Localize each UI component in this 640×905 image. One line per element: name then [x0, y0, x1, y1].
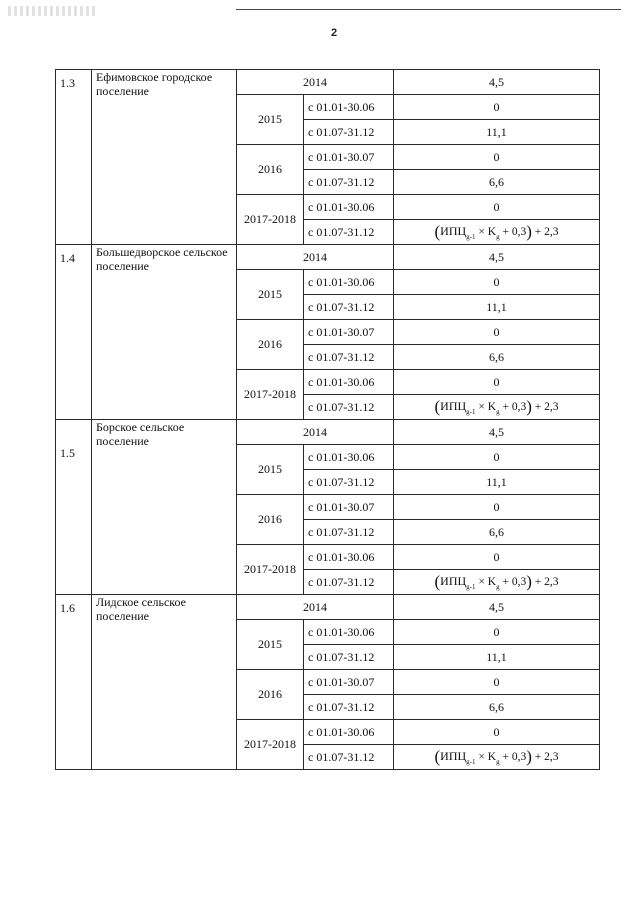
formula-ipc-sub: g-1 [466, 583, 476, 591]
settlement-name: Борское сельское поселение [92, 420, 237, 595]
value-cell: 0 [394, 370, 600, 395]
year-cell: 2014 [237, 595, 394, 620]
year-cell: 2015 [237, 620, 304, 670]
formula-k-sub: g [496, 583, 500, 591]
formula-close: ) [526, 747, 532, 766]
table-row [56, 70, 600, 95]
period-cell: с 01.01-30.06 [304, 195, 394, 220]
table-row [56, 420, 600, 445]
formula-close: ) [526, 397, 532, 416]
period-cell: с 01.07-31.12 [304, 570, 394, 595]
formula-ipc: ИПЦ [440, 749, 467, 763]
settlement-name: Ефимовское городское поселение [92, 70, 237, 245]
year-cell: 2014 [237, 245, 394, 270]
formula-open: ( [434, 222, 441, 241]
formula-times: × [478, 751, 485, 763]
value-cell: 6,6 [394, 170, 600, 195]
header-rule [236, 9, 621, 10]
period-cell: с 01.01-30.06 [304, 95, 394, 120]
table-row [56, 245, 600, 270]
value-cell: 0 [394, 620, 600, 645]
formula-times: × [478, 226, 485, 238]
section-number: 1.6 [56, 595, 92, 770]
year-cell: 2014 [237, 420, 394, 445]
period-cell: с 01.01-30.07 [304, 495, 394, 520]
period-cell: с 01.01-30.07 [304, 670, 394, 695]
period-cell: с 01.07-31.12 [304, 745, 394, 770]
period-cell: с 01.07-31.12 [304, 345, 394, 370]
formula-cell [394, 745, 600, 770]
year-cell: 2017-2018 [237, 545, 304, 595]
period-cell: с 01.01-30.06 [304, 370, 394, 395]
formula-tail: + 2,3 [534, 751, 559, 763]
section-number: 1.3 [56, 70, 92, 245]
formula-k-sub: g [496, 758, 500, 766]
formula-k: K [487, 401, 497, 413]
year-cell: 2017-2018 [237, 195, 304, 245]
value-cell: 4,5 [394, 70, 600, 95]
period-cell: с 01.07-31.12 [304, 120, 394, 145]
page-number: 2 [330, 27, 338, 39]
period-cell: с 01.07-31.12 [304, 220, 394, 245]
formula-ipc-sub: g-1 [466, 758, 476, 766]
value-cell: 0 [394, 545, 600, 570]
period-cell: с 01.01-30.07 [304, 320, 394, 345]
section-number: 1.4 [56, 245, 92, 420]
period-cell: с 01.01-30.06 [304, 620, 394, 645]
formula-k-sub: g [496, 233, 500, 241]
section-number: 1.5 [56, 420, 92, 595]
period-cell: с 01.07-31.12 [304, 695, 394, 720]
value-cell: 4,5 [394, 595, 600, 620]
year-cell: 2016 [237, 495, 304, 545]
year-cell: 2016 [237, 320, 304, 370]
period-cell: с 01.01-30.07 [304, 145, 394, 170]
value-cell: 0 [394, 320, 600, 345]
formula-cell [394, 395, 600, 420]
year-cell: 2015 [237, 95, 304, 145]
formula-plus-term: + 0,3 [502, 576, 527, 588]
formula-ipc-sub: g-1 [466, 233, 476, 241]
year-cell: 2015 [237, 270, 304, 320]
value-cell: 4,5 [394, 420, 600, 445]
formula-k: K [487, 751, 497, 763]
year-cell: 2014 [237, 70, 394, 95]
period-cell: с 01.07-31.12 [304, 395, 394, 420]
formula-ipc-sub: g-1 [466, 408, 476, 416]
period-cell: с 01.07-31.12 [304, 470, 394, 495]
tariff-table [55, 69, 600, 770]
year-cell: 2017-2018 [237, 720, 304, 770]
settlement-name: Большедворское сельское поселение [92, 245, 237, 420]
formula-ipc: ИПЦ [440, 399, 467, 413]
year-cell: 2017-2018 [237, 370, 304, 420]
value-cell: 0 [394, 670, 600, 695]
formula-close: ) [526, 222, 532, 241]
formula-plus-term: + 0,3 [502, 751, 527, 763]
value-cell: 6,6 [394, 520, 600, 545]
value-cell: 0 [394, 145, 600, 170]
value-cell: 11,1 [394, 295, 600, 320]
formula-cell [394, 570, 600, 595]
formula-cell [394, 220, 600, 245]
formula-tail: + 2,3 [534, 401, 559, 413]
value-cell: 0 [394, 720, 600, 745]
value-cell: 0 [394, 445, 600, 470]
formula-k-sub: g [496, 408, 500, 416]
period-cell: с 01.07-31.12 [304, 520, 394, 545]
formula-times: × [478, 401, 485, 413]
formula-ipc: ИПЦ [440, 574, 467, 588]
period-cell: с 01.01-30.06 [304, 545, 394, 570]
settlement-name: Лидское сельское поселение [92, 595, 237, 770]
formula-plus-term: + 0,3 [502, 401, 527, 413]
value-cell: 11,1 [394, 470, 600, 495]
value-cell: 4,5 [394, 245, 600, 270]
table-row [56, 595, 600, 620]
value-cell: 6,6 [394, 695, 600, 720]
formula-k: K [487, 576, 497, 588]
value-cell: 6,6 [394, 345, 600, 370]
period-cell: с 01.01-30.06 [304, 445, 394, 470]
period-cell: с 01.07-31.12 [304, 295, 394, 320]
year-cell: 2016 [237, 145, 304, 195]
formula-times: × [478, 576, 485, 588]
scan-artifact [8, 6, 98, 16]
formula-close: ) [526, 572, 532, 591]
formula-k: K [487, 226, 497, 238]
formula-open: ( [434, 397, 441, 416]
value-cell: 0 [394, 195, 600, 220]
period-cell: с 01.07-31.12 [304, 170, 394, 195]
period-cell: с 01.07-31.12 [304, 645, 394, 670]
year-cell: 2015 [237, 445, 304, 495]
formula-open: ( [434, 572, 441, 591]
year-cell: 2016 [237, 670, 304, 720]
value-cell: 0 [394, 95, 600, 120]
value-cell: 0 [394, 495, 600, 520]
formula-plus-term: + 0,3 [502, 226, 527, 238]
formula-open: ( [434, 747, 441, 766]
period-cell: с 01.01-30.06 [304, 270, 394, 295]
formula-tail: + 2,3 [534, 226, 559, 238]
formula-ipc: ИПЦ [440, 224, 467, 238]
value-cell: 11,1 [394, 645, 600, 670]
formula-tail: + 2,3 [534, 576, 559, 588]
period-cell: с 01.01-30.06 [304, 720, 394, 745]
value-cell: 11,1 [394, 120, 600, 145]
value-cell: 0 [394, 270, 600, 295]
